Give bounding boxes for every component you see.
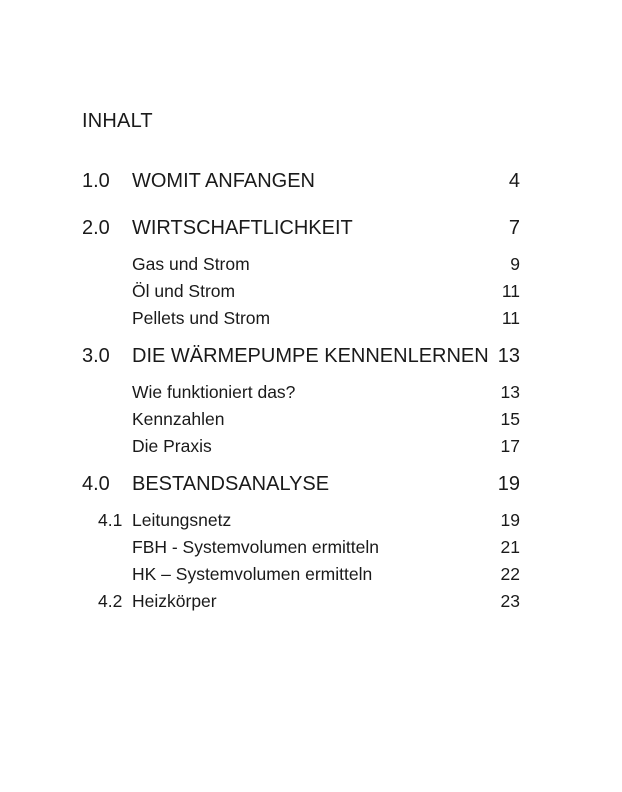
toc-entry-label: WOMIT ANFANGEN bbox=[132, 170, 315, 192]
toc-entry-page: 11 bbox=[501, 308, 520, 328]
toc-entry-label: Heizkörper bbox=[132, 591, 217, 611]
toc-entry-label: Leitungsnetz bbox=[132, 510, 232, 530]
toc-entry-page: 17 bbox=[500, 436, 520, 456]
toc-entry-number: 2.0 bbox=[82, 217, 110, 239]
toc-subentry-die-praxis bbox=[82, 435, 520, 459]
toc-entry-label: Die Praxis bbox=[132, 436, 212, 456]
toc-entry-number: 4.2 bbox=[98, 591, 123, 611]
toc-entry-number: 4.0 bbox=[82, 473, 110, 495]
toc-subentry-4-1 bbox=[82, 509, 520, 533]
toc-entry-page: 19 bbox=[497, 473, 520, 495]
toc-subentry-kennzahlen bbox=[82, 408, 520, 432]
toc-entry-label: WIRTSCHAFTLICHKEIT bbox=[132, 217, 353, 239]
toc-subentry-pellets-strom bbox=[82, 307, 520, 331]
toc-subentry-4-2 bbox=[82, 590, 520, 614]
toc-entry-page: 7 bbox=[508, 217, 520, 239]
toc-entry-page: 13 bbox=[497, 345, 520, 367]
toc-subentry-gas-strom bbox=[82, 253, 520, 277]
toc-entry-label: Kennzahlen bbox=[132, 409, 225, 429]
toc-entry-number: 1.0 bbox=[82, 170, 110, 192]
toc-subentry-wie-funktioniert bbox=[82, 381, 520, 405]
toc-entry-label: Öl und Strom bbox=[132, 281, 236, 301]
toc-entry-page: 13 bbox=[500, 382, 520, 402]
toc-entry-label: BESTANDSANALYSE bbox=[132, 473, 330, 495]
toc-entry-page: 19 bbox=[500, 510, 520, 530]
toc-entry-page: 15 bbox=[500, 409, 520, 429]
toc-entry-3-0 bbox=[82, 344, 520, 368]
toc-entry-label: Gas und Strom bbox=[132, 254, 250, 274]
toc-entry-page: 4 bbox=[508, 170, 520, 192]
toc-entry-page: 11 bbox=[501, 281, 520, 301]
toc-entry-1-0 bbox=[82, 169, 520, 193]
toc-subentry-fbh bbox=[82, 536, 520, 560]
toc-entry-page: 9 bbox=[510, 254, 520, 274]
toc-entry-label: Wie funktioniert das? bbox=[132, 382, 296, 402]
toc-entry-page: 23 bbox=[500, 591, 520, 611]
toc-entry-number: 4.1 bbox=[98, 510, 123, 530]
toc-entry-number: 3.0 bbox=[82, 345, 110, 367]
toc-entry-label: DIE WÄRMEPUMPE KENNENLERNEN bbox=[132, 345, 489, 367]
toc-entry-page: 22 bbox=[500, 564, 520, 584]
toc-entry-2-0 bbox=[82, 216, 520, 240]
toc-entry-page: 21 bbox=[500, 537, 520, 557]
toc-entry-label: Pellets und Strom bbox=[132, 308, 271, 328]
toc-subentry-hk bbox=[82, 563, 520, 587]
toc-entry-4-0 bbox=[82, 472, 520, 496]
toc-entry-label: HK – Systemvolumen ermitteln bbox=[132, 564, 373, 584]
toc-subentry-oel-strom bbox=[82, 280, 520, 304]
toc-title: INHALT bbox=[82, 110, 153, 132]
toc-entry-label: FBH - Systemvolumen ermitteln bbox=[132, 537, 380, 557]
